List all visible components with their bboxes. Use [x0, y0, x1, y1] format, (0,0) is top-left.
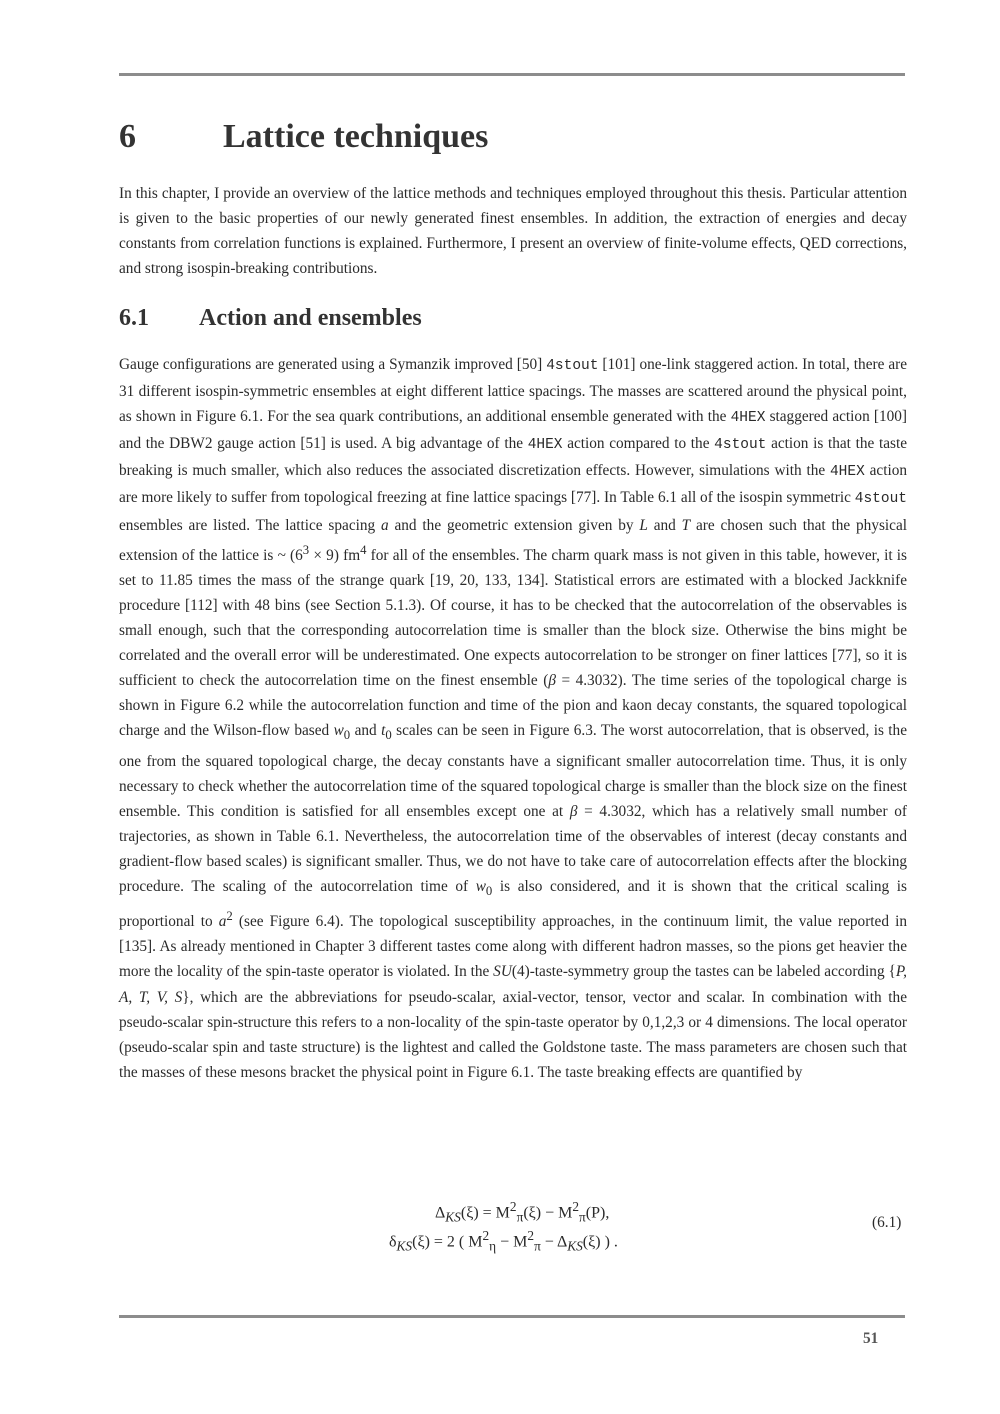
chapter-number: 6: [119, 118, 136, 155]
code-term: 4HEX: [730, 410, 766, 427]
section-heading: [119, 305, 422, 332]
math-superscript: 3: [302, 542, 310, 557]
code-term: 4stout: [714, 437, 767, 454]
eq-term: (P),: [585, 1204, 610, 1222]
math-symbol: w: [475, 878, 486, 896]
eq-subscript: KS: [396, 1238, 413, 1254]
math-symbol: a: [218, 913, 227, 931]
text-run: action compared to the: [562, 435, 715, 453]
math-superscript: 4: [360, 542, 367, 557]
math-subscript: 0: [485, 884, 493, 899]
math-symbol: T: [681, 516, 691, 534]
page-number: 51: [863, 1330, 879, 1347]
section-number: 6.1: [119, 305, 149, 331]
eq-subscript: η: [489, 1238, 497, 1254]
math-subscript: 0: [343, 728, 351, 743]
text-run: (see Figure 6.4). The topological susceptibility approaches, in the continuum limit, the value reported in [135]. As already mentioned in Chapter 3 different tastes come along with different hadron masses, so the pions get heavier the more the locality of the spin-taste operator is violated. In the: [119, 913, 907, 981]
eq-superscript: 2: [482, 1228, 490, 1243]
eq-subscript: π: [534, 1238, 541, 1254]
text-run: }, which are the abbreviations for pseudo-scalar, axial-vector, tensor, vector and scalar. In combination with the pseudo-scalar spin-structure this refers to a non-locality of the spin-taste operator by 0,1,2,3 or 4 dimensions. The local operator (pseudo-scalar spin and taste structure) is the lightest and called the Goldstone taste. The mass parameters are chosen such that the masses of these mesons bracket the physical point in Figure 6.1. The taste breaking effects are quantified by: [119, 988, 907, 1081]
text-run: × 9) fm: [309, 546, 361, 564]
eq-term: (ξ) − M: [523, 1204, 573, 1222]
text-run: (4)-taste-symmetry group the tastes can be labeled according {: [511, 963, 896, 981]
footer-rule: [119, 1315, 905, 1318]
math-symbol: a: [381, 516, 389, 534]
text-run: for all of the ensembles. The charm quark mass is not given in this table, however, it is set to 11.85 times the mass of the strange quark [19, 20, 133, 134]. Statistical errors are estimated with a blocked Jackknife procedure [112] with 48 bins (see Section 5.1.3). Of course, it has to be checked that the autocorrelation of the observables is small enough, such that the corresponding autocorrelation time is smaller than the block size. Otherwise the bins might be correlated and the overall error will be underestimated. One expects autocorrelation to be stronger on finer lattices [77], so it is sufficient to check the autocorrelation time on the finest ensemble (: [119, 546, 908, 690]
intro-paragraph: In this chapter, I provide an overview of the lattice methods and techniques employed throughout this thesis. Particular attention is given to the basic properties of our newly generated finest ensembles. In addition, the extraction of energies and decay constants from correlation functions is explained. Furthermore, I present an overview of finite-volume effects, QED corrections, and strong isospin-breaking contributions.: [119, 185, 907, 278]
code-term: 4stout: [854, 491, 907, 508]
eq-subscript: KS: [445, 1209, 461, 1225]
text-run: are chosen such that the physical extension of the lattice is ~ (6: [119, 516, 907, 564]
text-run: and: [647, 516, 682, 534]
code-term: 4stout: [546, 358, 599, 374]
text-run: Gauge configurations are generated using a Symanzik improved [50]: [119, 356, 547, 373]
eq-term: (ξ) ) .: [582, 1233, 618, 1251]
body-paragraph: [119, 352, 907, 1085]
eq-subscript: π: [516, 1209, 524, 1225]
text-run: [101] one-link staggered action. In total, there are 31 different isospin-symmetric ensembles at eight different lattice spacings. The masses are scattered around the physical point, as shown in Figure 6.1. For the sea quark contributions, an additional ensemble generated with the: [119, 356, 907, 426]
math-symbol: β: [569, 802, 578, 820]
chapter-heading: [119, 118, 488, 156]
text-run: action is that the taste breaking is much smaller, which also reduces the associated discretization effects. However, simulations with the: [119, 435, 908, 480]
text-run: action are more likely to suffer from topological freezing at fine lattice spacings [77]. In Table 6.1 all of the isospin symmetric: [119, 462, 907, 507]
eq-subscript: π: [579, 1209, 586, 1225]
text-run: = 4.3032). The time series of the topological charge is shown in Figure 6.2 while the autocorrelation function and time of the pion and kaon decay constants, the squared topological charge and the Wilson-flow based: [119, 672, 907, 740]
eq-term: − M: [496, 1233, 528, 1251]
section-title: Action and ensembles: [199, 305, 422, 331]
eq-term: Δ: [435, 1204, 446, 1222]
text-run: staggered action [100] and the DBW2 gauge action [51] is used. A big advantage of the: [119, 408, 908, 453]
math-symbol: β: [548, 672, 556, 690]
eq-term: (ξ) = M: [460, 1204, 510, 1222]
equation-line-2: [389, 1228, 618, 1255]
text-run: and: [350, 722, 382, 740]
code-term: 4HEX: [829, 464, 865, 481]
eq-term: δ: [389, 1233, 397, 1251]
eq-superscript: 2: [509, 1199, 517, 1214]
math-symbol: t: [381, 722, 386, 740]
text-run: = 4.3032, which has a relatively small number of trajectories, as shown in Table 6.1. Nevertheless, the autocorrelation time of the observables of interest (decay constants and gradient-flow based scales) is significant smaller. Thus, we do not have to take care of autocorrelation effects after the blocking procedure. The scaling of the autocorrelation time of: [119, 802, 907, 896]
text-run: is also considered, and it is shown that the critical scaling is proportional to: [119, 878, 908, 931]
header-rule: [119, 73, 905, 76]
equation-line-1: [435, 1199, 609, 1226]
eq-subscript: KS: [567, 1238, 583, 1254]
eq-term: − Δ: [540, 1233, 568, 1251]
text-run: scales can be seen in Figure 6.3. The worst autocorrelation, that is observed, is the one from the squared topological charge, the decay constants have a significant smaller autocorrelation time. Thus, it is only necessary to check whether the autocorrelation time of the squared topological charge is smaller than the block size on the finest ensemble. This condition is satisfied for all ensembles except one at: [119, 722, 907, 820]
math-subscript: 0: [385, 728, 392, 743]
math-symbol: w: [333, 722, 344, 740]
math-superscript: 2: [226, 909, 233, 924]
eq-superscript: 2: [572, 1199, 580, 1214]
eq-superscript: 2: [527, 1228, 535, 1243]
code-term: 4HEX: [527, 437, 563, 454]
eq-term: (ξ) = 2 ( M: [412, 1233, 483, 1251]
chapter-title: Lattice techniques: [223, 118, 489, 155]
equation-number: (6.1): [872, 1214, 902, 1231]
math-symbol: SU: [493, 963, 512, 981]
text-run: ensembles are listed. The lattice spacing: [119, 516, 381, 534]
math-symbol: P, A, T, V, S: [119, 963, 908, 1006]
text-run: and the geometric extension given by: [388, 516, 640, 534]
math-symbol: L: [639, 516, 648, 534]
